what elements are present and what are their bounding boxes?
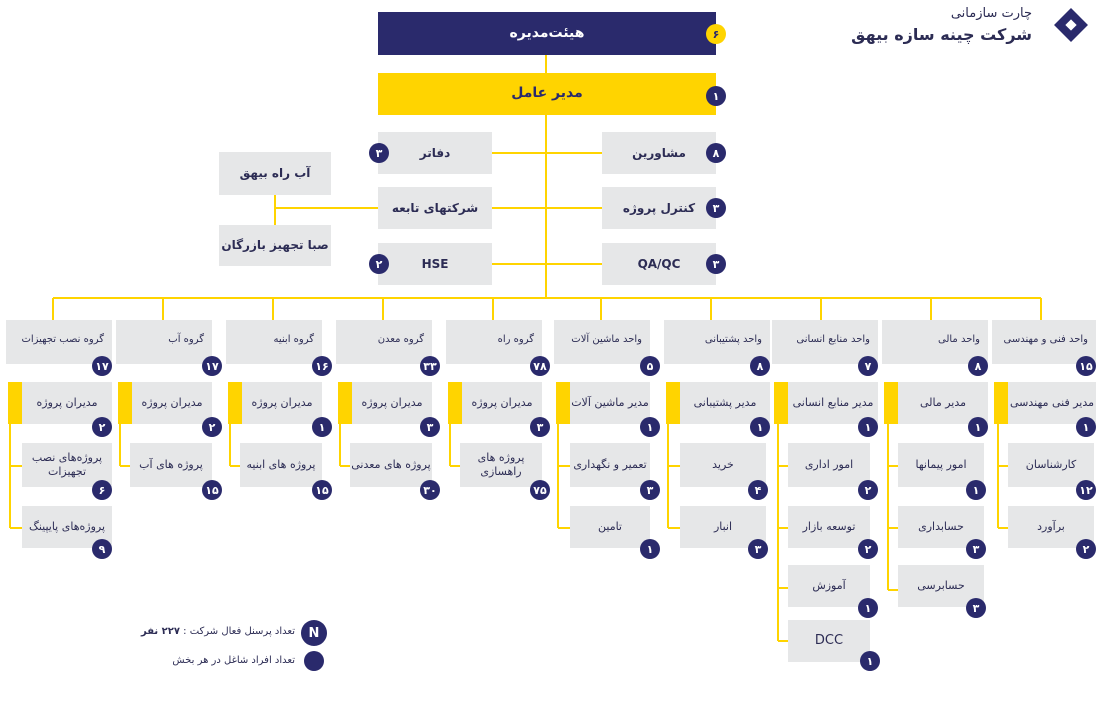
- group-item-label: حسابرسی: [917, 579, 965, 593]
- group-count-badge: ۱۷: [202, 356, 222, 376]
- group-header-label: واحد فنی و مهندسی: [1003, 334, 1088, 345]
- legend-unit-text: تعداد افراد شاغل در هر بخش: [172, 655, 295, 666]
- item-count-badge: ۳۰: [420, 480, 440, 500]
- ceo-box: [378, 73, 716, 115]
- subsidiary-1-box: [219, 152, 331, 195]
- group-header: [554, 320, 650, 364]
- group-header: [226, 320, 322, 364]
- item-count-badge: ۱۵: [312, 480, 332, 500]
- legend-total-badge: N: [301, 620, 327, 646]
- manager-count-badge: ۱: [968, 417, 988, 437]
- group-manager-label: مدیران پروژه: [141, 396, 203, 410]
- group-manager-box: [352, 382, 432, 424]
- item-count-badge: ۱۲: [1076, 480, 1096, 500]
- group-item-label: برآورد: [1037, 520, 1065, 534]
- group-item-label: حسابداری: [918, 520, 964, 534]
- group-item-box: [350, 443, 432, 487]
- group-manager-label: مدیر مالی: [919, 396, 967, 410]
- item-count-badge: ۲: [858, 539, 878, 559]
- advisors-box: [602, 132, 716, 174]
- manager-count-badge: ۱: [1076, 417, 1096, 437]
- manager-count-badge: ۳: [420, 417, 440, 437]
- group-manager-label: مدیران پروژه: [251, 396, 313, 410]
- group-item-label: پروژه های آب: [139, 458, 203, 472]
- manager-count-badge: ۱: [640, 417, 660, 437]
- group-item-label: پروژه های ابنیه: [246, 458, 316, 472]
- legend-total-text: [141, 626, 295, 637]
- group-header: [446, 320, 542, 364]
- item-count-badge: ۱: [858, 598, 878, 618]
- manager-count-badge: ۳: [530, 417, 550, 437]
- group-count-badge: ۸: [750, 356, 770, 376]
- group-manager-box: [462, 382, 542, 424]
- group-item-label: پروژه های راهسازی: [477, 451, 525, 478]
- manager-accent-bar: [8, 382, 22, 424]
- manager-accent-bar: [556, 382, 570, 424]
- group-item-box: [788, 620, 870, 662]
- item-count-badge: ۹: [92, 539, 112, 559]
- manager-count-badge: ۲: [92, 417, 112, 437]
- manager-accent-bar: [448, 382, 462, 424]
- subsidiaries-label: شرکتهای تابعه: [391, 200, 479, 215]
- group-header: [116, 320, 212, 364]
- group-manager-label: مدیر ماشین آلات: [571, 396, 649, 410]
- item-count-badge: ۴: [748, 480, 768, 500]
- item-count-badge: ۶: [92, 480, 112, 500]
- group-header-label: واحد پشتیبانی: [704, 334, 762, 345]
- group-item-box: [240, 443, 322, 487]
- group-manager-label: مدیر منابع انسانی: [792, 396, 874, 410]
- legend-unit-badge: [304, 651, 324, 671]
- legend-total-prefix: تعداد پرسنل فعال شرکت :: [183, 626, 295, 637]
- ceo-count-badge: ۱: [706, 86, 726, 106]
- qaqc-box: [602, 243, 716, 285]
- chart-title-line1: چارت سازمانی: [950, 6, 1032, 21]
- advisors-count-badge: ۸: [706, 143, 726, 163]
- group-count-badge: ۷۸: [530, 356, 550, 376]
- manager-count-badge: ۱: [312, 417, 332, 437]
- group-count-badge: ۱۷: [92, 356, 112, 376]
- board-box: [378, 12, 716, 55]
- group-header-label: واحد منابع انسانی: [796, 334, 870, 345]
- group-item-label: پروژه‌های پایپینگ: [28, 520, 106, 534]
- group-count-badge: ۵: [640, 356, 660, 376]
- group-item-box: [570, 443, 650, 487]
- qaqc-count-badge: ۳: [706, 254, 726, 274]
- qaqc-label: QA/QC: [637, 256, 681, 271]
- group-item-label: امور اداری: [804, 458, 854, 472]
- item-count-badge: ۲: [1076, 539, 1096, 559]
- group-header-label: گروه نصب تجهیزات: [21, 334, 104, 345]
- project-control-box: [602, 187, 716, 229]
- item-count-badge: ۲: [858, 480, 878, 500]
- manager-count-badge: ۱: [858, 417, 878, 437]
- group-header-label: گروه معدن: [377, 334, 424, 345]
- board-label: هیئت‌مدیره: [509, 24, 585, 41]
- group-manager-box: [570, 382, 650, 424]
- legend-total-value: ۲۲۷ نفر: [141, 626, 180, 637]
- subsidiaries-box: [378, 187, 492, 229]
- manager-accent-bar: [118, 382, 132, 424]
- project-control-label: کنترل پروژه: [622, 200, 696, 215]
- group-header-label: واحد ماشین آلات: [571, 334, 642, 345]
- manager-count-badge: ۲: [202, 417, 222, 437]
- group-item-label: انبار: [713, 520, 733, 534]
- group-item-box: [788, 506, 870, 548]
- chart-title-line2: شرکت چینه سازه بیهق: [851, 25, 1032, 44]
- group-manager-label: مدیران پروژه: [36, 396, 98, 410]
- subsidiary-2-label: صبا تجهیز بازرگان: [221, 238, 329, 252]
- group-item-label: خرید: [712, 458, 734, 472]
- item-count-badge: ۳: [966, 598, 986, 618]
- group-count-badge: ۸: [968, 356, 988, 376]
- offices-count-badge: ۳: [369, 143, 389, 163]
- ceo-label: مدیر عامل: [511, 85, 583, 102]
- group-item-label: کارشناسان: [1025, 458, 1077, 472]
- subsidiary-2-box: [219, 225, 331, 266]
- manager-accent-bar: [338, 382, 352, 424]
- subsidiary-1-label: آب راه بیهق: [239, 166, 311, 180]
- group-item-label: آموزش: [812, 579, 846, 593]
- group-item-label: DCC: [814, 632, 844, 648]
- group-header-label: واحد مالی: [937, 334, 980, 345]
- advisors-label: مشاورین: [632, 145, 686, 160]
- group-count-badge: ۱۶: [312, 356, 332, 376]
- item-count-badge: ۱: [860, 651, 880, 671]
- group-item-box: [788, 565, 870, 607]
- group-header-label: گروه آب: [168, 334, 204, 345]
- manager-count-badge: ۱: [750, 417, 770, 437]
- group-count-badge: ۱۵: [1076, 356, 1096, 376]
- manager-accent-bar: [228, 382, 242, 424]
- hse-count-badge: ۲: [369, 254, 389, 274]
- item-count-badge: ۳: [966, 539, 986, 559]
- item-count-badge: ۷۵: [530, 480, 550, 500]
- board-count-badge: ۶: [706, 24, 726, 44]
- group-manager-box: [242, 382, 322, 424]
- group-manager-label: مدیران پروژه: [471, 396, 533, 410]
- group-item-label: توسعه بازار: [802, 520, 856, 534]
- manager-accent-bar: [666, 382, 680, 424]
- group-item-label: پروژه‌های نصب تجهیزات: [31, 451, 103, 478]
- group-item-label: تعمیر و نگهداری: [573, 458, 647, 472]
- group-item-label: پروژه های معدنی: [351, 458, 431, 472]
- hse-label: HSE: [421, 256, 449, 271]
- group-item-box: [788, 443, 870, 487]
- manager-accent-bar: [774, 382, 788, 424]
- item-count-badge: ۱: [640, 539, 660, 559]
- item-count-badge: ۱: [966, 480, 986, 500]
- item-count-badge: ۳: [748, 539, 768, 559]
- group-header-label: گروه راه: [497, 334, 534, 345]
- group-header: [336, 320, 432, 364]
- group-item-box: [460, 443, 542, 487]
- offices-label: دفاتر: [419, 145, 451, 160]
- item-count-badge: ۳: [640, 480, 660, 500]
- group-header-label: گروه ابنیه: [273, 334, 314, 345]
- group-manager-label: مدیران پروژه: [361, 396, 423, 410]
- group-count-badge: ۷: [858, 356, 878, 376]
- group-item-box: [570, 506, 650, 548]
- group-item-label: امور پیمانها: [915, 458, 967, 472]
- group-item-label: تامین: [598, 520, 622, 534]
- offices-box: [378, 132, 492, 174]
- group-manager-label: مدیر پشتیبانی: [693, 396, 757, 410]
- manager-accent-bar: [884, 382, 898, 424]
- hse-box: [378, 243, 492, 285]
- project-control-count-badge: ۳: [706, 198, 726, 218]
- item-count-badge: ۱۵: [202, 480, 222, 500]
- group-item-box: [130, 443, 212, 487]
- group-count-badge: ۳۳: [420, 356, 440, 376]
- manager-accent-bar: [994, 382, 1008, 424]
- group-manager-label: مدیر فنی مهندسی: [1010, 396, 1094, 410]
- group-manager-box: [132, 382, 212, 424]
